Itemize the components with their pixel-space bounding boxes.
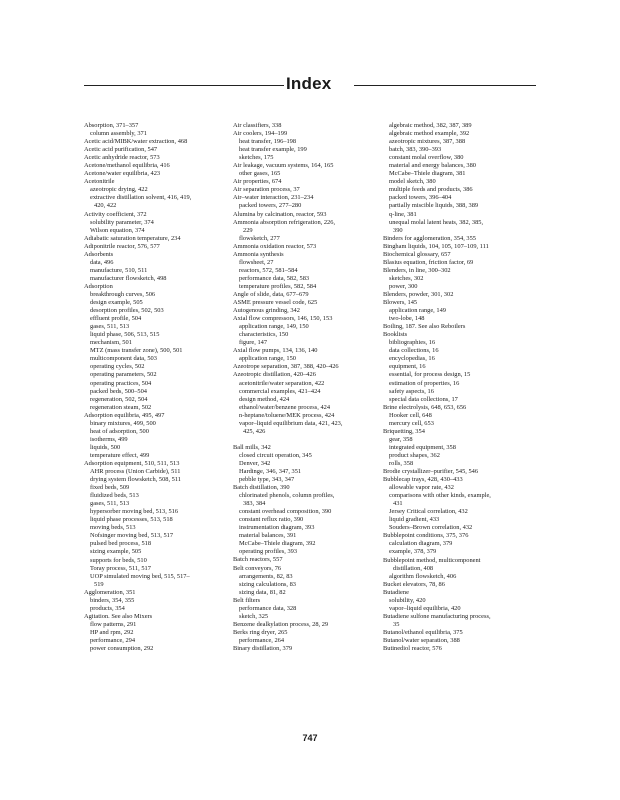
index-column-2 [233, 122, 371, 653]
index-subentry: gases, 511, 513 [90, 500, 130, 508]
index-entry: Booklists [383, 331, 408, 339]
index-subentry: ethanol/water/benzene process, 424 [239, 403, 331, 411]
index-subentry: Hooker cell, 648 [389, 411, 432, 419]
index-subentry: temperature profiles, 582, 584 [239, 282, 317, 290]
index-entry: Berks ring dryer, 265 [233, 628, 288, 636]
index-entry: Brine electrolysis, 648, 653, 656 [383, 403, 467, 411]
index-subentry: multicomponent data, 503 [90, 355, 157, 363]
index-subentry: flowsheet, 27 [239, 258, 274, 266]
index-entry: Batch reactors, 557 [233, 556, 283, 564]
index-subentry: pulsed bed process, 518 [90, 540, 152, 548]
index-subentry: solubility, 420 [389, 596, 426, 604]
index-subentry: sketches, 302 [389, 274, 424, 282]
index-subentry: equipment, 16 [389, 363, 426, 371]
index-subentry: binders, 354, 355 [90, 596, 135, 604]
index-subentry: vapor–liquid equilibrium data, 421, 423, [239, 419, 343, 427]
index-entry: Air–water interaction, 231–234 [233, 194, 314, 202]
index-subentry: McCabe–Thiele diagram, 392 [239, 540, 316, 548]
index-subentry: performance data, 582, 583 [239, 274, 310, 282]
index-subentry: allowable vapor rate, 432 [389, 484, 454, 492]
index-entry: Absorption, 371–357 [84, 122, 139, 129]
index-subentry: manufacture, 510, 511 [90, 266, 148, 274]
index-subentry: safety aspects, 16 [389, 387, 434, 395]
index-subentry: data, 496 [90, 258, 114, 266]
index-subentry: constant reflux ratio, 390 [239, 516, 304, 524]
index-entry: Blasius equation, friction factor, 69 [383, 258, 474, 266]
index-entry: Acetone/methanol equilibria, 416 [84, 162, 170, 170]
index-entry: Boiling, 187. See also Reboilers [383, 323, 466, 331]
index-entry: Activity coefficient, 372 [84, 210, 147, 218]
index-subentry: special data collections, 17 [389, 395, 458, 403]
index-subentry: material balances, 391 [239, 532, 297, 540]
index-subentry: mercury cell, 653 [389, 419, 434, 427]
index-entry: Adiponitrile reactor, 576, 577 [84, 242, 160, 250]
index-entry: Belt conveyors, 76 [233, 564, 282, 572]
index-entry: Acetic acid purification, 547 [84, 146, 158, 154]
index-subentry: heat of adsorption, 500 [90, 427, 149, 435]
index-subentry: performance, 294 [90, 637, 136, 644]
index-subentry: 383, 384 [243, 500, 266, 508]
index-subentry: MTZ (mass transfer zone), 500, 501 [90, 347, 183, 355]
index-subentry: two-lobe, 148 [389, 315, 425, 323]
index-subentry: other gases, 165 [239, 170, 281, 178]
index-subentry: application range, 150 [239, 355, 296, 363]
index-subentry: estimation of properties, 16 [389, 379, 460, 387]
index-subentry: AHR process (Union Carbide), 511 [90, 468, 181, 476]
index-column-3 [383, 122, 521, 653]
index-subentry: unequal molal latent heats, 382, 385, [389, 218, 484, 226]
index-subentry: McCabe–Thiele diagram, 381 [389, 170, 466, 178]
index-subentry: Hardinge, 346, 347, 351 [239, 467, 302, 475]
index-subentry: closed circuit operation, 345 [239, 451, 312, 459]
index-subentry: rolls, 358 [389, 459, 414, 467]
index-entry: Adiabatic saturation temperature, 234 [84, 234, 181, 242]
index-subentry: 390 [393, 226, 403, 234]
index-subentry: integrated equipment, 358 [389, 443, 456, 451]
index-entry: Bubblepoint method, multicomponent [383, 556, 481, 564]
index-subentry: sizing calculations, 83 [239, 580, 296, 588]
index-entry: Bucket elevators, 78, 86 [383, 580, 445, 588]
index-entry: Acetone/water equilibria, 423 [84, 170, 161, 178]
index-subentry: multiple feeds and products, 386 [389, 186, 473, 194]
index-subentry: sizing data, 81, 82 [239, 588, 286, 596]
index-subentry: 229 [243, 226, 253, 234]
index-subentry: algebraic method, 382, 387, 389 [389, 122, 472, 129]
header-rule-left [84, 85, 284, 86]
index-subentry: solubility parameter, 374 [90, 218, 154, 226]
index-subentry: reactors, 572, 581–584 [239, 266, 298, 274]
index-entry: Alumina by calcination, reactor, 593 [233, 210, 327, 218]
index-subentry: breakthrough curves, 506 [90, 290, 156, 298]
index-entry: Ammonia synthesis [233, 250, 284, 258]
index-entry: Ball mills, 342 [233, 443, 271, 451]
index-entry: Binders for agglomeration, 354, 355 [383, 234, 477, 242]
index-entry: Belt filters [233, 596, 261, 604]
index-subentry: batch, 383, 390–393 [389, 146, 442, 154]
index-subentry: encyclopedias, 16 [389, 355, 435, 363]
index-subentry: extractive distillation solvent, 416, 419, [90, 194, 192, 202]
index-subentry: Toray process, 511, 517 [90, 564, 151, 572]
index-subentry: Wilson equation, 374 [90, 226, 145, 234]
index-entry: Ammonia absorption refrigeration, 226, [233, 218, 336, 226]
index-entry: Air leakage, vacuum systems, 164, 165 [233, 162, 334, 170]
index-subentry: packed towers, 396–404 [389, 194, 452, 202]
index-subentry: application range, 149 [389, 307, 446, 315]
index-entry: Agitation. See also Mixers [84, 612, 153, 620]
index-subentry: acetonitrile/water separation, 422 [239, 379, 325, 387]
index-entry: Blenders, in line, 300–302 [383, 266, 451, 274]
index-header [84, 73, 536, 97]
index-subentry: gear, 358 [389, 435, 413, 443]
index-entry: Bubblecap trays, 428, 430–433 [383, 476, 463, 484]
index-subentry: constant overhead composition, 390 [239, 508, 332, 516]
index-subentry: operating parameters, 502 [90, 371, 157, 379]
index-entry: Butanol/ethanol equilibria, 375 [383, 628, 463, 636]
index-subentry: model sketch, 380 [389, 178, 436, 186]
index-subentry: flow patterns, 291 [90, 620, 137, 628]
index-entry: Butanol/water separation, 388 [383, 637, 460, 644]
index-entry: Acetic acid/MIBK/water extraction, 468 [84, 138, 188, 146]
index-entry: Blenders, powder, 301, 302 [383, 290, 454, 298]
index-entry: Axial flow compressors, 146, 150, 153 [233, 315, 333, 323]
index-subentry: regeneration steam, 502 [90, 403, 152, 411]
index-entry: Blowers, 145 [383, 299, 418, 307]
index-subentry: mechanism, 501 [90, 339, 132, 347]
index-subentry: column assembly, 371 [90, 130, 147, 138]
index-subentry: fluidized beds, 513 [90, 492, 139, 500]
index-subentry: product shapes, 362 [389, 451, 440, 459]
index-entry: Brodie crystallizer–purifier, 545, 546 [383, 468, 479, 476]
index-subentry: n-heptane/toluene/MEK process, 424 [239, 411, 335, 419]
index-entry: Azeotrope separation, 387, 388, 420–426 [233, 363, 339, 371]
index-subentry: commercial examples, 421–424 [239, 387, 321, 395]
index-subentry: material and energy balances, 380 [389, 162, 477, 170]
index-entry: Air properties, 674 [233, 178, 282, 186]
index-entry: Angle of slide, data, 677–679 [233, 290, 309, 298]
index-subentry: operating practices, 504 [90, 379, 152, 387]
index-subentry: constant molal overflow, 380 [389, 154, 464, 162]
index-subentry: arrangements, 82, 83 [239, 572, 293, 580]
index-column-1 [84, 122, 222, 653]
index-subentry: flowsketch, 277 [239, 234, 280, 242]
index-entry: Benzene dealkylation process, 28, 29 [233, 620, 329, 628]
index-entry: Butinediol reactor, 576 [383, 645, 442, 653]
index-subentry: effluent profile, 504 [90, 315, 142, 323]
index-subentry: hypersorber moving bed, 513, 516 [90, 508, 179, 516]
index-subentry: power consumption, 292 [90, 645, 154, 653]
index-entry: ASME pressure vessel code, 625 [233, 299, 318, 307]
index-subentry: products, 354 [90, 604, 125, 612]
index-entry: Azeotropic distillation, 420–426 [233, 371, 316, 379]
index-entry: Bingham liquids, 104, 105, 107–109, 111 [383, 242, 489, 250]
index-subentry: sketches, 175 [239, 154, 274, 162]
index-subentry: liquid phase, 506, 513, 515 [90, 331, 160, 339]
index-subentry: liquids, 500 [90, 443, 121, 451]
index-subentry: Jersey Critical correlation, 432 [389, 508, 468, 516]
index-subentry: manufacturer flowsketch, 498 [90, 274, 167, 282]
index-entry: Adsorption equilibria, 495, 497 [84, 411, 165, 419]
index-subentry: liquid phase processes, 513, 518 [90, 516, 173, 524]
index-subentry: example, 378, 379 [389, 548, 437, 556]
index-entry: Butadiene [383, 588, 409, 596]
index-subentry: HP and rpm, 292 [90, 628, 134, 636]
index-subentry: 35 [393, 620, 400, 628]
index-entry: Briquetting, 354 [383, 427, 425, 435]
index-subentry: performance, 264 [239, 636, 285, 644]
index-subentry: packed beds, 500–504 [90, 387, 147, 395]
index-subentry: calculation diagram, 379 [389, 540, 453, 548]
index-entry: Ammonia oxidation reactor, 573 [233, 242, 317, 250]
index-subentry: characteristics, 150 [239, 331, 289, 339]
index-subentry: sizing example, 505 [90, 548, 142, 556]
index-entry: Air coolers, 194–199 [233, 130, 288, 138]
index-subentry: 420, 422 [94, 202, 117, 210]
index-subentry: heat transfer example, 199 [239, 146, 307, 154]
index-subentry: liquid gradient, 433 [389, 516, 440, 524]
index-subentry: chlorinated phenols, column profiles, [239, 492, 335, 500]
index-entry: Acetonitrile [84, 178, 115, 186]
index-subentry: comparisons with other kinds, example, [389, 492, 491, 500]
index-subentry: power, 300 [389, 282, 418, 290]
index-subentry: 425, 426 [243, 427, 266, 435]
index-subentry: azeotropic drying, 422 [90, 186, 148, 194]
index-subentry: Souders–Brown correlation, 432 [389, 524, 473, 532]
index-entry: Adsorption equipment, 510, 511, 513 [84, 459, 180, 467]
index-subentry: 431 [393, 500, 403, 508]
index-subentry: isotherms, 499 [90, 435, 128, 443]
page-title: Index [286, 74, 332, 93]
index-entry: Axial flow pumps, 134, 136, 140 [233, 347, 318, 355]
index-subentry: operating profiles, 393 [239, 548, 298, 556]
index-entry: Autogenous grinding, 342 [233, 307, 300, 315]
index-subentry: drying system flowsketch, 508, 511 [90, 476, 181, 484]
index-subentry: vapor–liquid equilibria, 420 [389, 604, 461, 612]
index-entry: Agglomeration, 351 [84, 588, 136, 596]
index-subentry: desorption profiles, 502, 503 [90, 307, 164, 315]
index-subentry: temperature effect, 499 [90, 451, 150, 459]
index-subentry: bibliographies, 16 [389, 339, 436, 347]
index-subentry: partially miscible liquids, 388, 389 [389, 202, 479, 210]
index-subentry: UOP simulated moving bed, 515, 517– [90, 572, 190, 580]
page-number: 747 [302, 733, 318, 743]
index-subentry: operating cycles, 502 [90, 363, 145, 371]
index-entry: Acetic anhydride reactor, 573 [84, 154, 160, 162]
index-subentry: sketch, 325 [239, 612, 269, 620]
index-entry: Air separation process, 37 [233, 186, 300, 194]
index-subentry: design example, 505 [90, 299, 143, 307]
index-spacer [233, 436, 371, 444]
index-entry: Binary distillation, 379 [233, 645, 293, 652]
index-subentry: algorithm flowsketch, 406 [389, 572, 457, 580]
index-subentry: Nofsinger moving bed, 513, 517 [90, 532, 174, 540]
index-subentry: distillation, 408 [393, 564, 434, 572]
index-subentry: gases, 511, 513 [90, 323, 130, 331]
index-subentry: performance data, 328 [239, 604, 297, 612]
index-subentry: supports for beds, 510 [90, 556, 147, 564]
index-subentry: data collections, 16 [389, 347, 439, 355]
index-subentry: binary mixtures, 499, 500 [90, 419, 156, 427]
index-subentry: algebraic method example, 392 [389, 130, 470, 138]
index-entry: Adsorbents [84, 250, 114, 258]
index-entry: Biochemical glossary, 657 [383, 250, 451, 258]
index-subentry: instrumentation diagram, 393 [239, 524, 315, 532]
index-subentry: design method, 424 [239, 395, 290, 403]
index-subentry: essential, for process design, 15 [389, 371, 471, 379]
index-subentry: regeneration, 502, 504 [90, 395, 148, 403]
index-subentry: azeotropic mixtures, 387, 388 [389, 138, 466, 146]
index-subentry: pebble type, 343, 347 [239, 476, 295, 484]
index-entry: Butadiene sulfone manufacturing process, [383, 612, 491, 620]
index-subentry: application range, 149, 150 [239, 323, 309, 331]
index-subentry: packed towers, 277–280 [239, 202, 302, 210]
index-subentry: figure, 147 [239, 339, 268, 347]
index-subentry: moving beds, 513 [90, 524, 136, 532]
index-subentry: q-line, 381 [389, 210, 417, 218]
index-entry: Adsorption [84, 282, 113, 290]
index-subentry: heat transfer, 196–198 [239, 138, 297, 146]
index-subentry: Denver, 342 [239, 459, 271, 467]
index-entry: Air classifiers, 338 [233, 122, 282, 129]
index-entry: Batch distillation, 390 [233, 484, 290, 492]
index-entry: Bubblepoint conditions, 375, 376 [383, 532, 469, 540]
header-rule-right [354, 85, 536, 86]
index-subentry: 519 [94, 580, 104, 588]
index-subentry: fixed beds, 509 [90, 484, 130, 492]
